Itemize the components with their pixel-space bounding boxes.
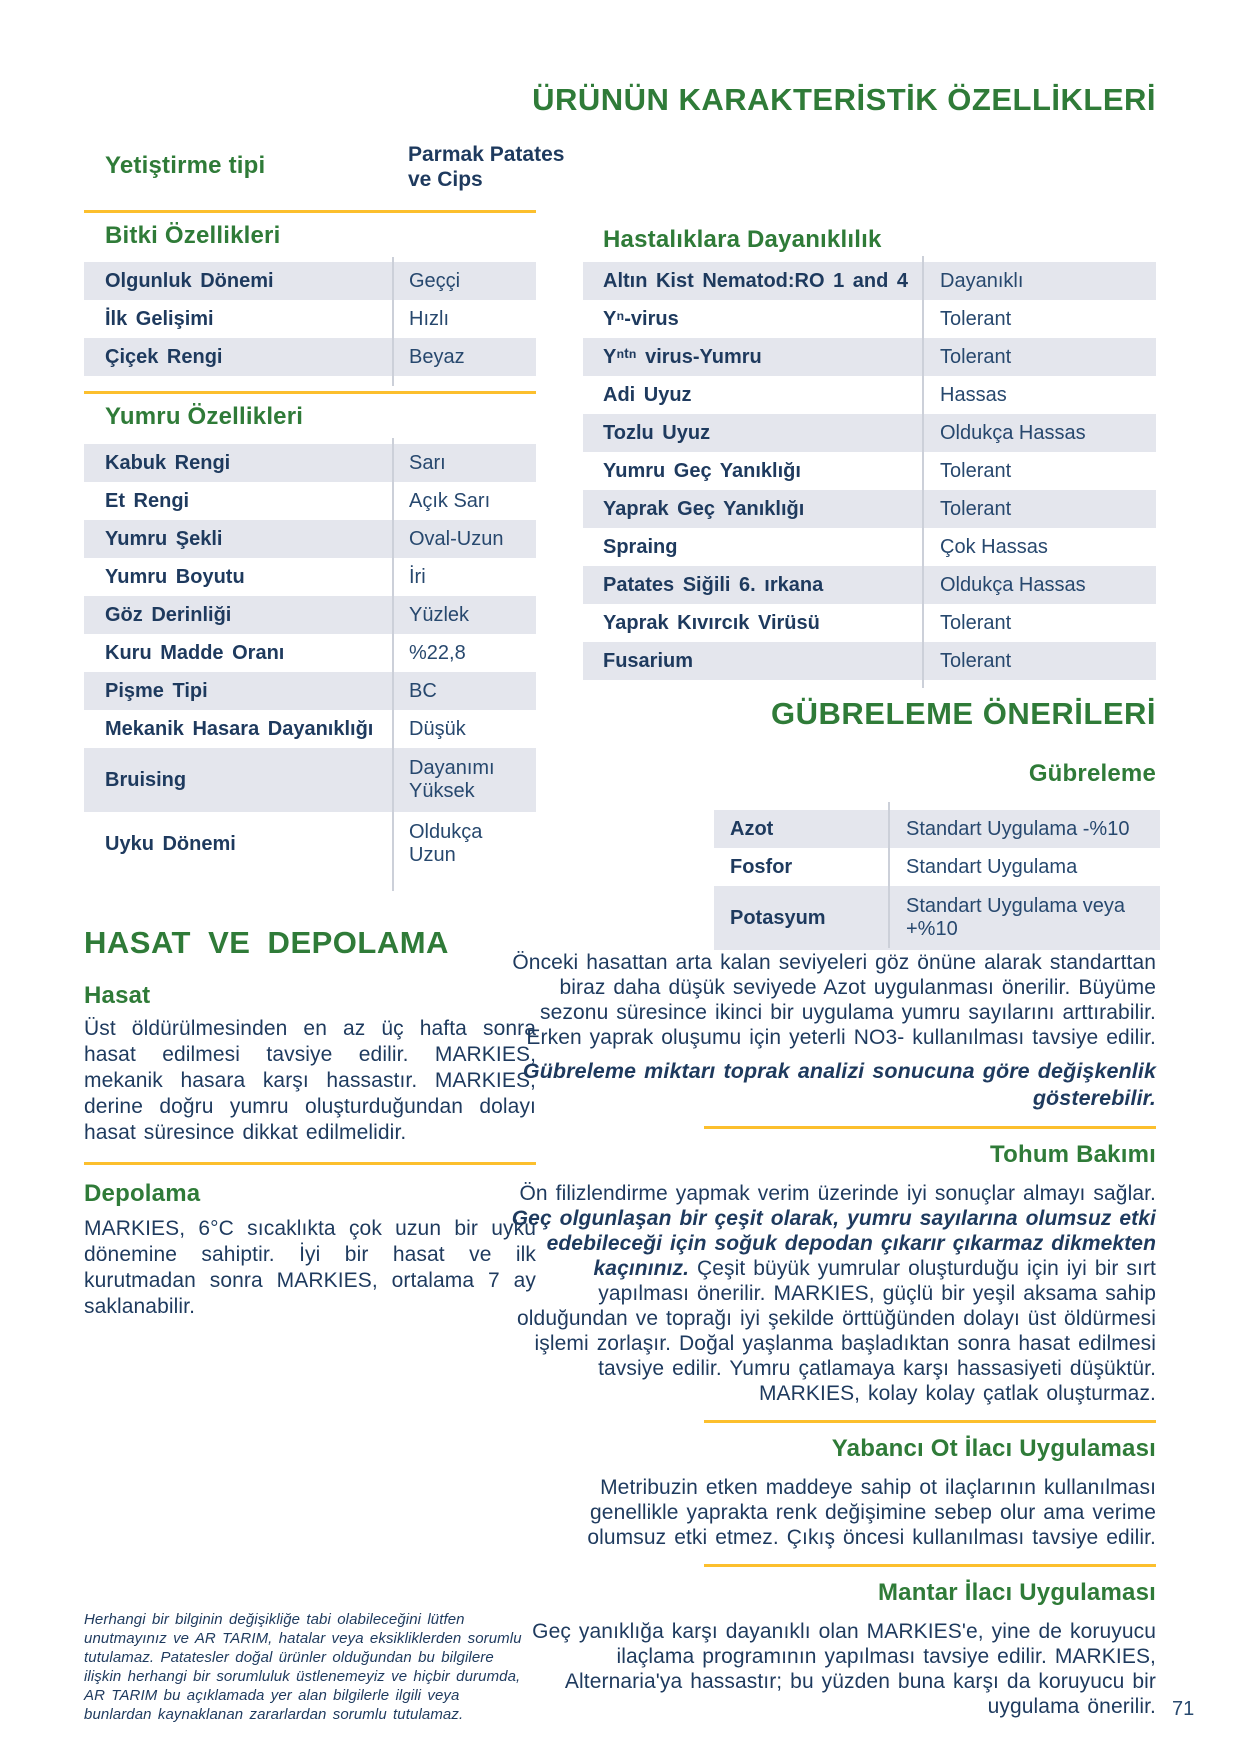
- gold-rule: [704, 1564, 1156, 1567]
- row-value: Dayanıklı: [940, 269, 1024, 292]
- seed-care-text-normal: Çeşit büyük yumrular oluşturduğu için iyi bir sırt yapılması önerilir. MARKIES, güçlü bir yeşil aksama sahip olduğundan ve toprağı iyi şekilde örttüğünden dolayı üst öldürmesi işlemi zorlaşır. Doğal yaşlanma başladıktan sonra hasat edilmesi tavsiye edilir. Yumru çatlamaya karşı hassasiyeti düşüktür. MARKIES, kolay kolay çatlak oluşturmaz.: [517, 1257, 1156, 1405]
- table-row: [84, 482, 536, 520]
- row-value: Geççi: [409, 269, 461, 292]
- fertilization-note-bold: Gübreleme miktarı toprak analizi sonucuna göre değişkenlik gösterebilir.: [522, 1059, 1156, 1110]
- gold-rule: [84, 391, 536, 394]
- row-label: Yⁿᵗⁿ virus-Yumru: [603, 345, 762, 368]
- fertilization-heading: GÜBRELEME ÖNERİLERİ: [771, 696, 1156, 731]
- table-row: [84, 558, 536, 596]
- table-row: [84, 748, 536, 812]
- plant-features-table: [84, 262, 536, 376]
- herbicide-heading: Yabancı Ot İlacı Uygulaması: [831, 1435, 1156, 1462]
- row-value: Oldukça Hassas: [940, 421, 1086, 444]
- row-label: Yumru Şekli: [105, 527, 223, 550]
- row-label: Çiçek Rengi: [105, 345, 223, 368]
- gold-rule: [84, 1162, 536, 1165]
- row-label: Olgunluk Dönemi: [105, 269, 274, 292]
- row-label: Yumru Boyutu: [105, 565, 245, 588]
- row-label: Altın Kist Nematod:RO 1 and 4: [603, 269, 909, 292]
- herbicide-text: Metribuzin etken maddeye sahip ot ilaçlarının kullanılması genellikle yaprakta renk değişimine sebep olur ama verime olumsuz etki etmez. Çıkış öncesi kullanılması tavsiye edilir.: [587, 1476, 1156, 1549]
- row-value: Oldukça Uzun: [409, 821, 483, 866]
- fungicide-heading: Mantar İlacı Uygulaması: [877, 1579, 1156, 1606]
- disclaimer-text: Herhangi bir bilginin değişikliğe tabi olabileceğini lütfen unutmayınız ve AR TARIM, hatalar veya eksikliklerden sorumlu tutulamaz. Patatesler doğal ürünler olduğundan bu bilgilere ilişkin herhangi bir sorumluluk üstlenemeyiz ve hiçbir durumda, AR TARIM bu açıklamada yer alan bilgilerle ilgili veya bunlardan kaynaklanan zararlardan sorumlu tutulamaz.: [84, 1611, 522, 1723]
- growing-type-value: Parmak Patates ve Cips: [408, 143, 565, 191]
- gold-rule: [704, 1420, 1156, 1423]
- column-divider: [392, 257, 394, 386]
- table-row: [583, 338, 1156, 376]
- gold-rule: [84, 210, 536, 213]
- row-value: Hassas: [940, 383, 1007, 406]
- row-label: Adi Uyuz: [603, 383, 692, 406]
- row-value: Oldukça Hassas: [940, 573, 1086, 596]
- plant-features-heading: Bitki Özellikleri: [105, 222, 281, 249]
- row-label: Patates Siğili 6. ırkana: [603, 573, 824, 596]
- row-value: Sarı: [409, 451, 446, 474]
- row-value: Standart Uygulama: [906, 855, 1078, 878]
- row-label: Fosfor: [730, 855, 793, 878]
- row-label: İlk Gelişimi: [105, 307, 214, 330]
- disease-resistance-table: [583, 262, 1156, 680]
- row-value: Beyaz: [409, 345, 465, 368]
- row-label: Kuru Madde Oranı: [105, 641, 285, 664]
- column-divider: [392, 438, 394, 891]
- row-label: Yaprak Geç Yanıklığı: [603, 497, 805, 520]
- row-value: %22,8: [409, 641, 466, 664]
- row-value: Dayanımı Yüksek: [409, 757, 495, 802]
- harvest-text: Üst öldürülmesinden en az üç hafta sonra hasat edilmesi tavsiye edilir. MARKIES, mekanik hasara karşı hassastır. MARKIES, derine doğru yumru oluşturduğundan dolayı hasat süresince dikkat edilmelidir.: [84, 1017, 536, 1144]
- row-value: Tolerant: [940, 649, 1012, 672]
- row-value: Düşük: [409, 717, 466, 740]
- row-label: Et Rengi: [105, 489, 190, 512]
- table-row: [84, 710, 536, 748]
- table-row: [84, 300, 536, 338]
- row-label: Bruising: [105, 768, 187, 791]
- column-divider: [888, 802, 890, 948]
- table-row: [84, 812, 536, 876]
- table-row: [583, 376, 1156, 414]
- fertilization-note: Önceki hasattan arta kalan seviyeleri göz önüne alarak standarttan biraz daha düşük seviyede Azot uygulanması önerilir. Büyüme sezonu süresince ikinci bir uygulama yumru sayılarını arttırabilir. Erken yaprak oluşumu için yeterli NO3- kullanılması tavsiye edilir.: [512, 951, 1156, 1049]
- row-label: Tozlu Uyuz: [603, 421, 711, 444]
- table-row: [583, 528, 1156, 566]
- row-label: Yaprak Kıvırcık Virüsü: [603, 611, 820, 634]
- row-value: Oval-Uzun: [409, 527, 504, 550]
- row-label: Spraing: [603, 535, 678, 558]
- fungicide-text: Geç yanıklığa karşı dayanıklı olan MARKIES'e, yine de koruyucu ilaçlama programının yapılması tavsiye edilir. MARKIES, Alternaria'ya hassastır; bu yüzden buna karşı da koruyucu bir uygulama önerilir.: [532, 1620, 1156, 1718]
- table-row: [84, 520, 536, 558]
- harvest-storage-heading: HASAT VE DEPOLAMA: [84, 925, 449, 960]
- row-value: Standart Uygulama veya +%10: [906, 895, 1126, 940]
- table-row: [583, 262, 1156, 300]
- table-row: [583, 414, 1156, 452]
- tuber-features-heading: Yumru Özellikleri: [105, 403, 304, 430]
- gold-rule: [704, 1126, 1156, 1129]
- storage-heading: Depolama: [84, 1180, 201, 1207]
- table-row: [84, 596, 536, 634]
- row-value: Tolerant: [940, 345, 1012, 368]
- table-row: [583, 642, 1156, 680]
- row-value: BC: [409, 679, 437, 702]
- row-value: Açık Sarı: [409, 489, 491, 512]
- row-value: Çok Hassas: [940, 535, 1048, 558]
- row-label: Potasyum: [730, 906, 826, 929]
- seed-care-text-normal: Ön filizlendirme yapmak verim üzerinde iyi sonuçlar almayı sağlar.: [519, 1182, 1156, 1205]
- row-label: Yumru Geç Yanıklığı: [603, 459, 801, 482]
- row-label: Azot: [730, 817, 774, 840]
- table-row: [583, 490, 1156, 528]
- column-divider: [922, 256, 924, 688]
- table-row: [84, 444, 536, 482]
- tuber-features-table: [84, 444, 536, 876]
- table-row: [84, 634, 536, 672]
- seed-care-text-emphasis: Geç olgunlaşan bir çeşit olarak, yumru sayılarına olumsuz etki edebileceği için soğuk depodan çıkarır çıkarmaz dikmekten kaçınınız.: [511, 1207, 1156, 1280]
- table-row: [583, 300, 1156, 338]
- row-label: Uyku Dönemi: [105, 832, 236, 855]
- row-label: Kabuk Rengi: [105, 451, 231, 474]
- row-value: Tolerant: [940, 497, 1012, 520]
- table-row: [583, 604, 1156, 642]
- row-value: Standart Uygulama -%10: [906, 817, 1130, 840]
- seed-care-text: [505, 1181, 1156, 1406]
- table-row: [84, 672, 536, 710]
- right-column: [505, 950, 1156, 1719]
- row-value: Tolerant: [940, 459, 1012, 482]
- growing-type-header: [84, 142, 565, 208]
- seed-care-heading: Tohum Bakımı: [990, 1141, 1156, 1168]
- disease-resistance-heading: Hastalıklara Dayanıklılık: [603, 226, 882, 253]
- row-value: Hızlı: [409, 307, 449, 330]
- row-value: Tolerant: [940, 307, 1012, 330]
- harvest-heading: Hasat: [84, 982, 151, 1009]
- fertilization-table: [714, 810, 1160, 950]
- row-label: Yⁿ-virus: [603, 307, 679, 330]
- storage-text: MARKIES, 6°C sıcaklıkta çok uzun bir uyku dönemine sahiptir. İyi bir hasat ve ilk kurutmadan sonra MARKIES, ortalama 7 ay saklanabilir.: [84, 1217, 536, 1318]
- row-value: Yüzlek: [409, 603, 470, 626]
- table-row: [583, 566, 1156, 604]
- row-label: Pişme Tipi: [105, 679, 208, 702]
- page-title: ÜRÜNÜN KARAKTERİSTİK ÖZELLİKLERİ: [532, 82, 1156, 117]
- table-row: [84, 338, 536, 376]
- row-value: İri: [409, 565, 426, 588]
- page-number: 71: [1172, 1698, 1195, 1720]
- fertilization-subheading: Gübreleme: [1028, 760, 1156, 787]
- row-value: Tolerant: [940, 611, 1012, 634]
- table-row: [714, 848, 1160, 886]
- row-label: Fusarium: [603, 649, 694, 672]
- growing-type-label: Yetiştirme tipi: [105, 152, 266, 179]
- row-label: Mekanik Hasara Dayanıklığı: [105, 717, 374, 740]
- row-label: Göz Derinliği: [105, 603, 232, 626]
- table-row: [714, 886, 1160, 950]
- table-row: [84, 262, 536, 300]
- table-row: [583, 452, 1156, 490]
- table-row: [714, 810, 1160, 848]
